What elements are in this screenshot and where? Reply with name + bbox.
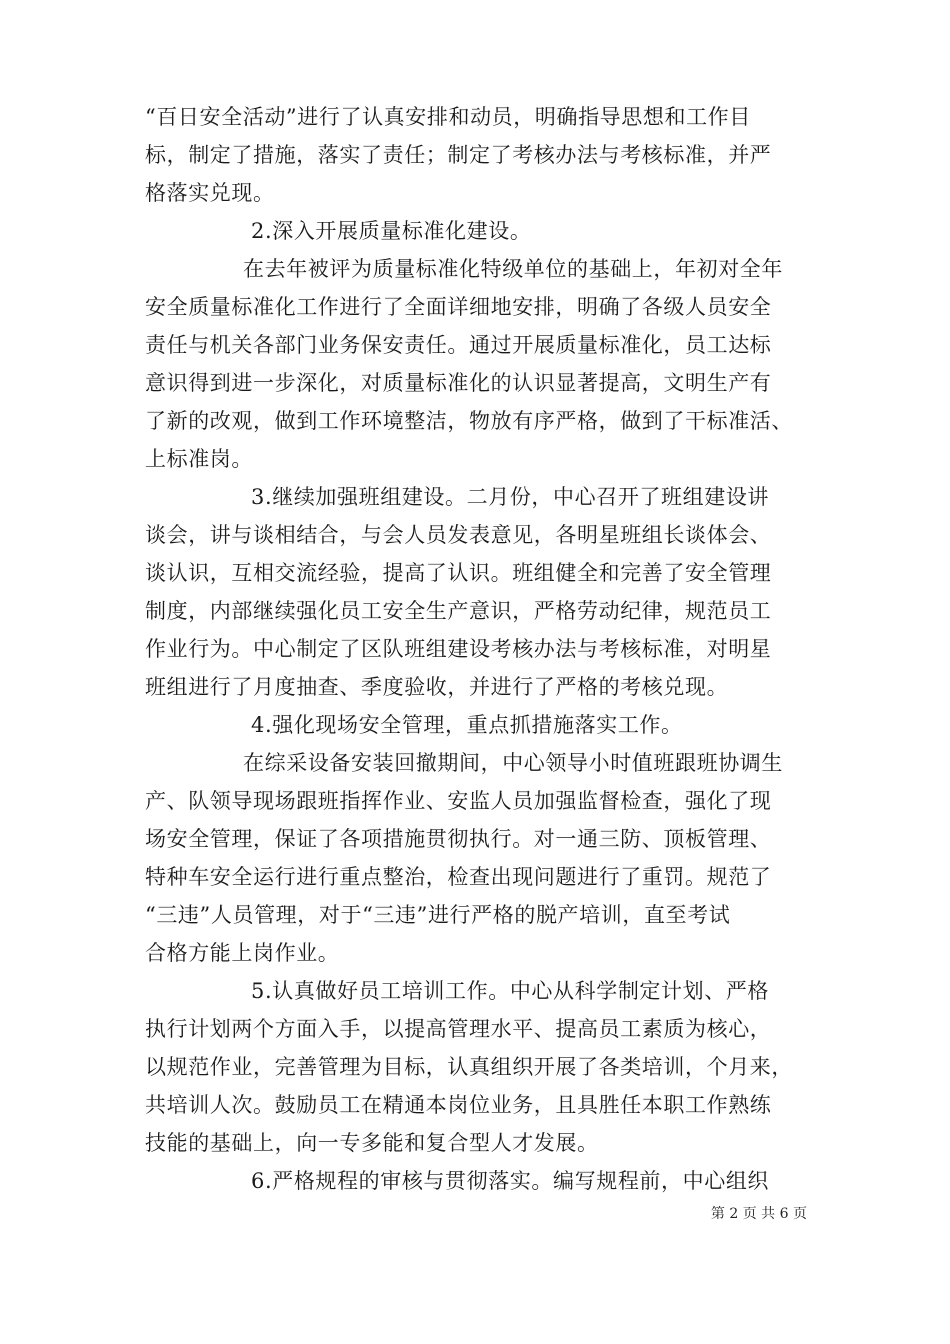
text-line: “三违”人员管理，对于“三违”进行严格的脱产培训，直至考试 — [145, 903, 731, 927]
text-line: “百日安全活动”进行了认真安排和动员，明确指导思想和工作目 — [145, 105, 751, 129]
text-line: 班组进行了月度抽查、季度验收，并进行了严格的考核兑现。 — [145, 675, 729, 699]
text-line: 安全质量标准化工作进行了全面详细地安排，明确了各级人员安全 — [145, 295, 772, 319]
body-text — [145, 98, 810, 1200]
section-heading: 5.认真做好员工培训工作。中心从科学制定计划、严格 — [251, 979, 770, 1003]
section-heading: 2.深入开展质量标准化建设。 — [251, 219, 532, 243]
text-line: 格落实兑现。 — [145, 181, 275, 205]
text-line: 产、队领导现场跟班指挥作业、安监人员加强监督检查，强化了现 — [145, 789, 772, 813]
text-line: 意识得到进一步深化，对质量标准化的认识显著提高，文明生产有 — [145, 371, 772, 395]
text-line: 技能的基础上，向一专多能和复合型人才发展。 — [145, 1131, 599, 1155]
paragraph-first-line: 在去年被评为质量标准化特级单位的基础上，年初对全年 — [243, 257, 783, 281]
section-heading: 3.继续加强班组建设。二月份，中心召开了班组建设讲 — [251, 485, 770, 509]
text-line: 以规范作业，完善管理为目标，认真组织开展了各类培训，个月来， — [145, 1055, 793, 1079]
page-number-footer: 第 2 页 共 6 页 — [710, 1206, 807, 1222]
text-line: 作业行为。中心制定了区队班组建设考核办法与考核标准，对明星 — [145, 637, 772, 661]
text-line: 谈会，讲与谈相结合，与会人员发表意见，各明星班组长谈体会、 — [145, 523, 772, 547]
section-heading: 4.强化现场安全管理，重点抓措施落实工作。 — [251, 713, 683, 737]
text-line: 责任与机关各部门业务保安责任。通过开展质量标准化，员工达标 — [145, 333, 772, 357]
text-line: 共培训人次。鼓励员工在精通本岗位业务，且具胜任本职工作熟练 — [145, 1093, 772, 1117]
text-line: 场安全管理，保证了各项措施贯彻执行。对一通三防、顶板管理、 — [145, 827, 772, 851]
section-heading: 6.严格规程的审核与贯彻落实。编写规程前，中心组织 — [251, 1169, 770, 1193]
text-line: 了新的改观，做到工作环境整洁，物放有序严格，做到了干标准活、 — [145, 409, 793, 433]
paragraph-first-line: 在综采设备安装回撤期间，中心领导小时值班跟班协调生 — [243, 751, 783, 775]
text-line: 执行计划两个方面入手，以提高管理水平、提高员工素质为核心， — [145, 1017, 772, 1041]
text-line: 标，制定了措施，落实了责任；制定了考核办法与考核标准，并严 — [145, 143, 772, 167]
text-line: 制度，内部继续强化员工安全生产意识，严格劳动纪律，规范员工 — [145, 599, 772, 623]
text-line: 合格方能上岗作业。 — [145, 941, 340, 965]
text-line: 谈认识，互相交流经验，提高了认识。班组健全和完善了安全管理 — [145, 561, 772, 585]
text-line: 上标准岗。 — [145, 447, 253, 471]
text-line: 特种车安全运行进行重点整治，检查出现问题进行了重罚。规范了 — [145, 865, 772, 889]
